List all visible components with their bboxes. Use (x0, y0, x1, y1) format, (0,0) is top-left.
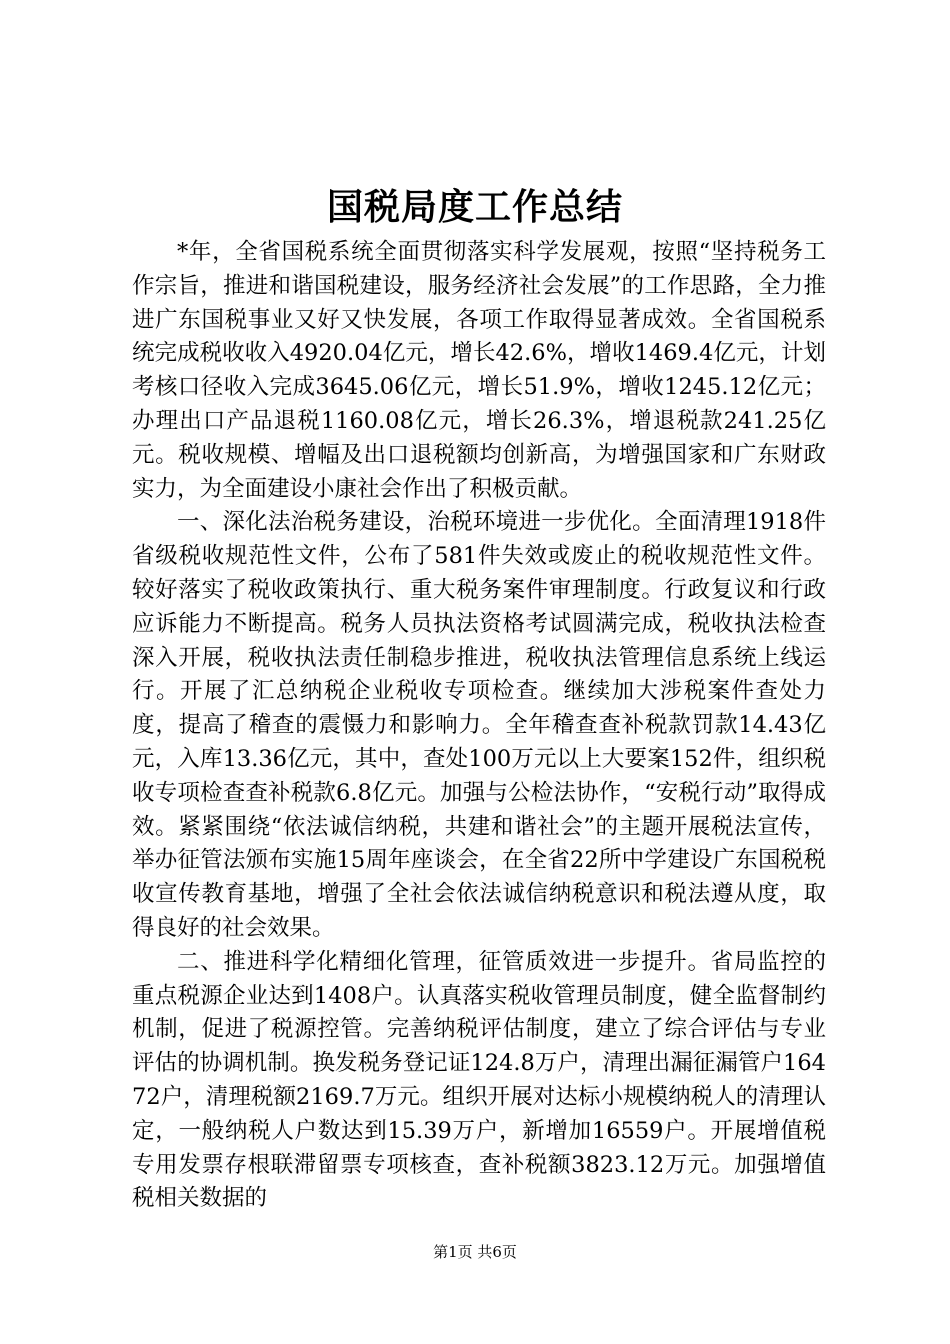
document-title: 国税局度工作总结 (326, 186, 623, 228)
page-footer: 第1页 共6页 (433, 1243, 517, 1261)
document-body (132, 236, 826, 1216)
paragraph-section-1: 一、深化法治税务建设，治税环境进一步优化。全面清理1918件省级税收规范性文件，公布了581件失效或废止的税收规范性文件。较好落实了税收政策执行、重大税务案件审理制度。行政复议和行政应诉能力不断提高。税务人员执法资格考试圆满完成，税收执法检查深入开展，税收执法责任制稳步推进，税收执法管理信息系统上线运行。开展了汇总纳税企业税收专项检查。继续加大涉税案件查处力度，提高了稽查的震慑力和影响力。全年稽查查补税款罚款14.43亿元，入库13.36亿元，其中，查处100万元以上大要案152件，组织税收专项检查查补税款6.8亿元。加强与公检法协作，“安税行动”取得成效。紧紧围绕“依法诚信纳税，共建和谐社会”的主题开展税法宣传，举办征管法颁布实施15周年座谈会，在全省22所中学建设广东国税税收宣传教育基地，增强了全社会依法诚信纳税意识和税法遵从度，取得良好的社会效果。 (132, 509, 826, 941)
paragraph-intro: *年，全省国税系统全面贯彻落实科学发展观，按照“坚持税务工作宗旨，推进和谐国税建设，服务经济社会发展”的工作思路，全力推进广东国税事业又好又快发展，各项工作取得显著成效。全省国税系统完成税收收入4920.04亿元，增长42.6%，增收1469.4亿元，计划考核口径收入完成3645.06亿元，增长51.9%，增收1245.12亿元；办理出口产品退税1160.08亿元，增长26.3%，增退税款241.25亿元。税收规模、增幅及出口退税额均创新高，为增强国家和广东财政实力，为全面建设小康社会作出了积极贡献。 (132, 239, 826, 502)
paragraph-section-2: 二、推进科学化精细化管理，征管质效进一步提升。省局监控的重点税源企业达到1408户。认真落实税收管理员制度，健全监督制约机制，促进了税源控管。完善纳税评估制度，建立了综合评估与专业评估的协调机制。换发税务登记证124.8万户，清理出漏征漏管户16472户，清理税额2169.7万元。组织开展对达标小规模纳税人的清理认定，一般纳税人户数达到15.39万户，新增加16559户。开展增值税专用发票存根联滞留票专项核查，查补税额3823.12万元。加强增值税相关数据的 (132, 948, 826, 1212)
